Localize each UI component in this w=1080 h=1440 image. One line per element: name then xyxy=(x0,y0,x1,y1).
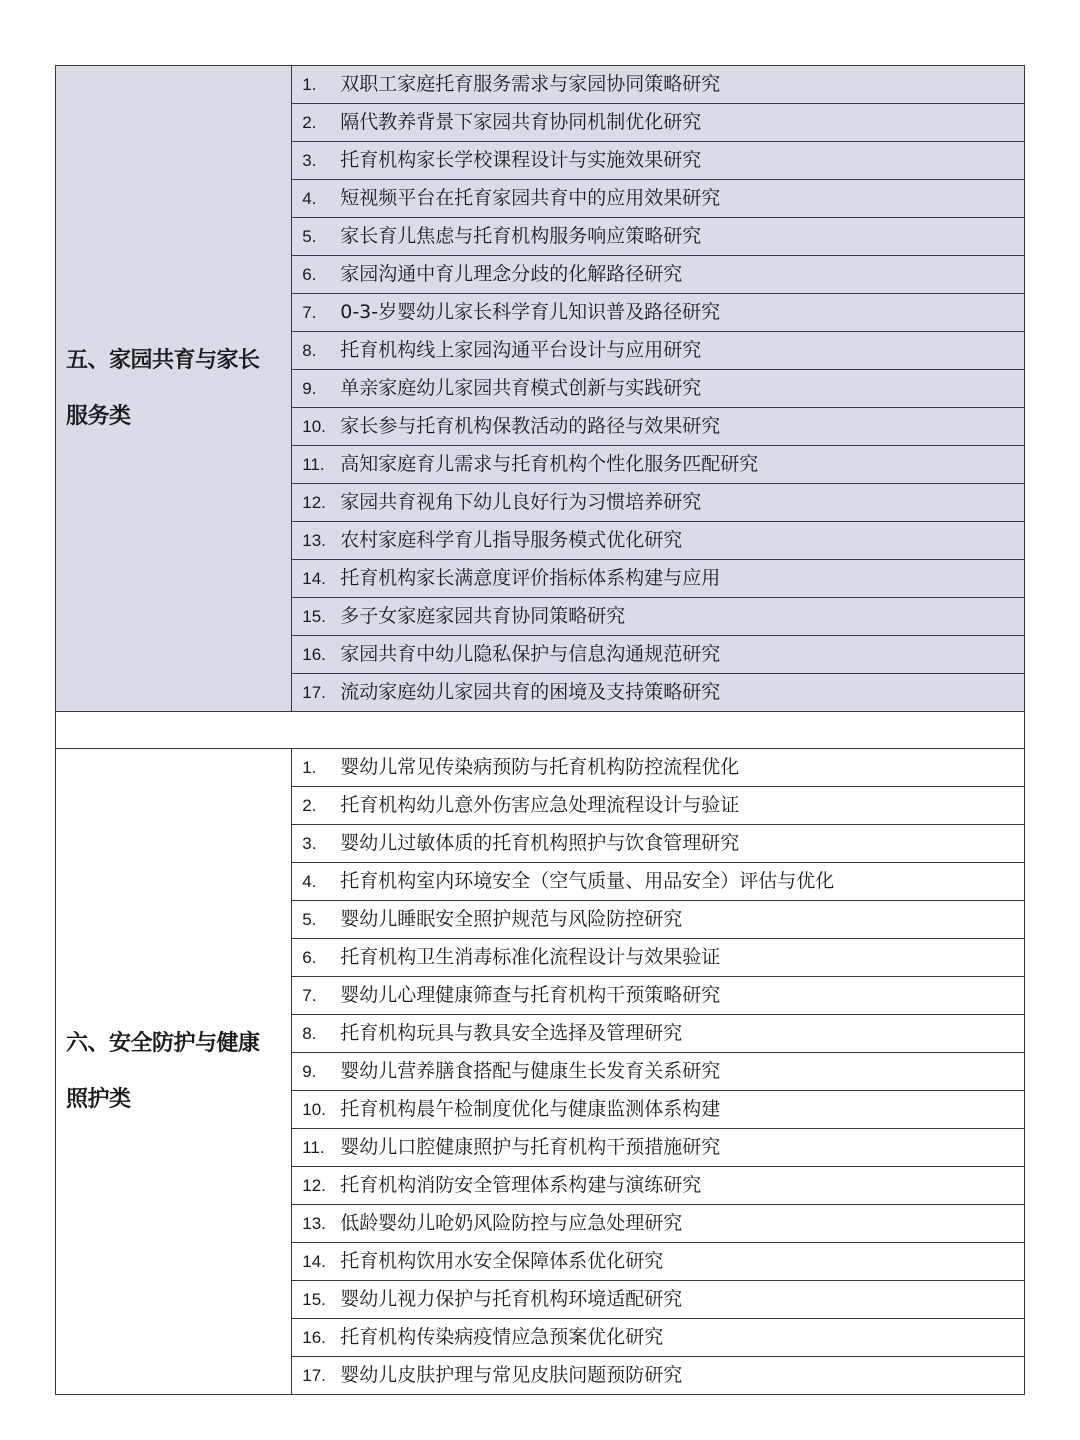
topic-item xyxy=(292,332,1025,370)
topic-number: 11. xyxy=(302,1138,325,1157)
topic-number: 6. xyxy=(302,948,317,967)
category-cell xyxy=(56,749,292,1395)
topic-number: 7. xyxy=(302,986,317,1005)
topic-item xyxy=(292,1091,1025,1129)
topic-text: 家园共育中幼儿隐私保护与信息沟通规范研究 xyxy=(340,643,721,665)
topic-item xyxy=(292,142,1025,180)
topic-number: 16. xyxy=(302,645,326,664)
topic-text: 单亲家庭幼儿家园共育模式创新与实践研究 xyxy=(340,377,702,399)
topic-item xyxy=(292,484,1025,522)
topic-number: 3. xyxy=(302,834,317,853)
topic-number: 2. xyxy=(302,113,317,132)
topic-item xyxy=(292,180,1025,218)
topic-text: 高知家庭育儿需求与托育机构个性化服务匹配研究 xyxy=(340,453,759,475)
topic-number: 1. xyxy=(302,75,317,94)
topic-item xyxy=(292,1205,1025,1243)
category-cell xyxy=(56,66,292,712)
topic-number: 8. xyxy=(302,341,317,360)
topic-item xyxy=(292,1053,1025,1091)
topic-item xyxy=(292,560,1025,598)
topic-text: 婴幼儿视力保护与托育机构环境适配研究 xyxy=(340,1288,683,1310)
topic-text: 托育机构消防安全管理体系构建与演练研究 xyxy=(340,1174,702,1196)
topic-number: 9. xyxy=(302,1062,317,1081)
topic-text: 农村家庭科学育儿指导服务模式优化研究 xyxy=(340,529,683,551)
topic-text: 托育机构传染病疫情应急预案优化研究 xyxy=(340,1326,664,1348)
topic-number: 10. xyxy=(302,417,326,436)
topic-item xyxy=(292,1357,1025,1395)
topic-item xyxy=(292,370,1025,408)
topic-text: 婴幼儿皮肤护理与常见皮肤问题预防研究 xyxy=(340,1364,683,1386)
topic-item xyxy=(292,408,1025,446)
topic-text: 家长育儿焦虑与托育机构服务响应策略研究 xyxy=(340,225,702,247)
topic-text: 托育机构饮用水安全保障体系优化研究 xyxy=(340,1250,664,1272)
topic-number: 2. xyxy=(302,796,317,815)
topic-item xyxy=(292,66,1025,104)
category-title xyxy=(66,333,283,445)
topic-item xyxy=(292,636,1025,674)
topic-text: 托育机构幼儿意外伤害应急处理流程设计与验证 xyxy=(340,794,740,816)
topic-text: 托育机构线上家园沟通平台设计与应用研究 xyxy=(340,339,702,361)
category-title-line: 五、家园共育与家长 xyxy=(66,347,260,373)
topic-number: 4. xyxy=(302,189,317,208)
topic-number: 15. xyxy=(302,1290,326,1309)
topic-item xyxy=(292,1167,1025,1205)
topic-number: 4. xyxy=(302,872,317,891)
topic-number: 17. xyxy=(302,683,326,702)
spacer-row xyxy=(56,712,1025,749)
topic-item xyxy=(292,1319,1025,1357)
topic-text: 婴幼儿心理健康筛查与托育机构干预策略研究 xyxy=(340,984,721,1006)
topic-item xyxy=(292,674,1025,712)
topic-text: 家长参与托育机构保教活动的路径与效果研究 xyxy=(340,415,721,437)
topic-number: 16. xyxy=(302,1328,326,1347)
topic-number: 13. xyxy=(302,1214,326,1233)
topic-text: 家园沟通中育儿理念分歧的化解路径研究 xyxy=(340,263,683,285)
table-body xyxy=(56,66,1025,1395)
topic-text: 隔代教养背景下家园共育协同机制优化研究 xyxy=(340,111,702,133)
topic-text: 低龄婴幼儿呛奶风险防控与应急处理研究 xyxy=(340,1212,683,1234)
topic-number: 3. xyxy=(302,151,317,170)
topic-text: 家园共育视角下幼儿良好行为习惯培养研究 xyxy=(340,491,702,513)
topic-item xyxy=(292,1129,1025,1167)
topic-number: 5. xyxy=(302,910,317,929)
topic-item xyxy=(292,446,1025,484)
topic-text: 流动家庭幼儿家园共育的困境及支持策略研究 xyxy=(340,681,721,703)
topic-item xyxy=(292,787,1025,825)
topic-number: 9. xyxy=(302,379,317,398)
topic-text: 婴幼儿睡眠安全照护规范与风险防控研究 xyxy=(340,908,683,930)
topic-item xyxy=(292,218,1025,256)
topic-item xyxy=(292,104,1025,142)
topic-number: 12. xyxy=(302,1176,326,1195)
topic-text: 托育机构室内环境安全（空气质量、用品安全）评估与优化 xyxy=(340,870,835,892)
topic-text: 婴幼儿营养膳食搭配与健康生长发育关系研究 xyxy=(340,1060,721,1082)
topic-text: 托育机构晨午检制度优化与健康监测体系构建 xyxy=(340,1098,721,1120)
topic-number: 8. xyxy=(302,1024,317,1043)
topic-item xyxy=(292,1281,1025,1319)
topic-item xyxy=(292,749,1025,787)
topic-item xyxy=(292,598,1025,636)
topic-number: 15. xyxy=(302,607,326,626)
category-title-line: 照护类 xyxy=(66,1086,131,1112)
topic-text: 托育机构家长学校课程设计与实施效果研究 xyxy=(340,149,702,171)
table-row xyxy=(56,66,1025,104)
table-row xyxy=(56,749,1025,787)
topic-number: 5. xyxy=(302,227,317,246)
topic-text: 短视频平台在托育家园共育中的应用效果研究 xyxy=(340,187,721,209)
topic-number: 10. xyxy=(302,1100,326,1119)
topic-item xyxy=(292,522,1025,560)
topic-number: 13. xyxy=(302,531,326,550)
topic-number: 12. xyxy=(302,493,326,512)
topic-text: 婴幼儿过敏体质的托育机构照护与饮食管理研究 xyxy=(340,832,740,854)
topic-item xyxy=(292,294,1025,332)
topic-number: 6. xyxy=(302,265,317,284)
topic-text: 托育机构家长满意度评价指标体系构建与应用 xyxy=(340,567,721,589)
spacer-cell xyxy=(56,712,1025,749)
topic-number: 14. xyxy=(302,569,326,588)
topic-item xyxy=(292,977,1025,1015)
topic-item xyxy=(292,901,1025,939)
topic-item xyxy=(292,1243,1025,1281)
topic-text: 婴幼儿口腔健康照护与托育机构干预措施研究 xyxy=(340,1136,721,1158)
topics-table xyxy=(55,65,1025,1395)
topic-item xyxy=(292,256,1025,294)
topic-item xyxy=(292,939,1025,977)
category-title-line: 六、安全防护与健康 xyxy=(66,1030,260,1056)
topic-text: 托育机构玩具与教具安全选择及管理研究 xyxy=(340,1022,683,1044)
topic-text: 双职工家庭托育服务需求与家园协同策略研究 xyxy=(340,73,721,95)
topic-number: 11. xyxy=(302,455,325,474)
topic-text: 0-3-岁婴幼儿家长科学育儿知识普及路径研究 xyxy=(340,301,721,323)
topic-number: 17. xyxy=(302,1366,326,1385)
topic-text: 婴幼儿常见传染病预防与托育机构防控流程优化 xyxy=(340,756,740,778)
topic-item xyxy=(292,863,1025,901)
category-title xyxy=(66,1016,283,1128)
category-title-line: 服务类 xyxy=(66,403,131,429)
topic-text: 多子女家庭家园共育协同策略研究 xyxy=(340,605,626,627)
topic-item xyxy=(292,1015,1025,1053)
topic-number: 14. xyxy=(302,1252,326,1271)
topic-text: 托育机构卫生消毒标准化流程设计与效果验证 xyxy=(340,946,721,968)
topic-item xyxy=(292,825,1025,863)
topic-number: 1. xyxy=(302,758,317,777)
topic-number: 7. xyxy=(302,303,317,322)
